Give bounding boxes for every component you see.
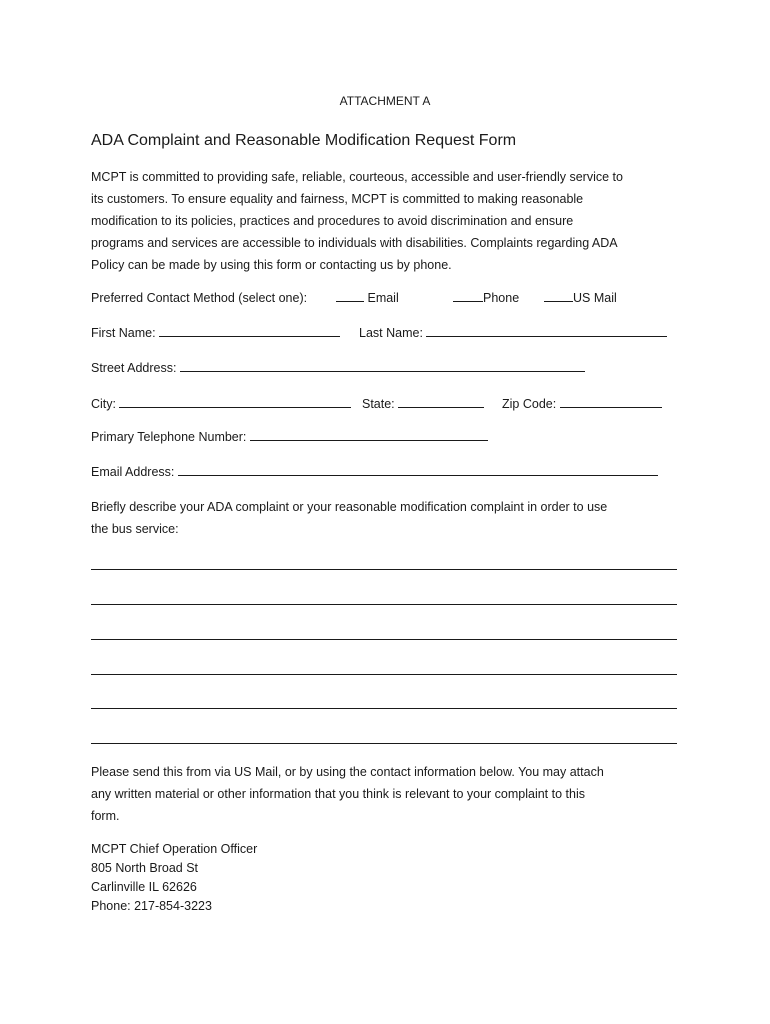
complaint-line[interactable] [91,569,677,570]
city-field [91,393,351,415]
phone-input[interactable] [250,426,488,441]
first-name-label: First Name: [91,326,156,340]
email-input[interactable] [178,461,658,476]
contact-name: MCPT Chief Operation Officer [91,842,258,856]
send-instructions [91,761,604,827]
email-check-blank[interactable] [336,287,364,302]
phone-label: Primary Telephone Number: [91,430,247,444]
send-line: Please send this from via US Mail, or by using the contact information below. You may attach [91,765,604,779]
street-label: Street Address: [91,361,177,375]
contact-option-email-label: Email [367,291,399,305]
contact-option-usmail-label: US Mail [573,291,617,305]
contact-option-phone[interactable] [453,287,519,309]
attachment-label: ATTACHMENT A [339,94,431,108]
email-field [91,461,658,483]
complaint-line[interactable] [91,743,677,744]
contact-city: Carlinville IL 62626 [91,880,197,894]
state-field [362,393,484,415]
state-label: State: [362,397,395,411]
street-input[interactable] [180,357,585,372]
send-line: any written material or other information that you think is relevant to your complaint to this [91,787,585,801]
contact-phone: Phone: 217-854-3223 [91,899,212,913]
intro-line: Policy can be made by using this form or contacting us by phone. [91,258,452,272]
contact-block [91,840,257,916]
zip-input[interactable] [560,393,662,408]
phone-field [91,426,488,448]
contact-option-email[interactable] [336,287,399,309]
city-input[interactable] [119,393,351,408]
describe-line: Briefly describe your ADA complaint or your reasonable modification complaint in order to use [91,500,608,514]
first-name-field [91,322,340,344]
last-name-label: Last Name: [359,326,423,340]
form-title: ADA Complaint and Reasonable Modification Request Form [91,132,517,149]
describe-prompt [91,496,607,540]
contact-method-label: Preferred Contact Method (select one): [91,291,308,305]
intro-line: its customers. To ensure equality and fairness, MCPT is committed to making reasonable [91,192,584,206]
intro-line: modification to its policies, practices and procedures to avoid discrimination and ensure [91,214,574,228]
first-name-input[interactable] [159,322,340,337]
state-input[interactable] [398,393,484,408]
contact-option-phone-label: Phone [483,291,520,305]
contact-option-usmail[interactable] [544,287,617,309]
last-name-input[interactable] [426,322,667,337]
zip-label: Zip Code: [502,397,557,411]
contact-street: 805 North Broad St [91,861,199,875]
complaint-line[interactable] [91,604,677,605]
zip-field [502,393,662,415]
intro-line: MCPT is committed to providing safe, reliable, courteous, accessible and user-friendly service to [91,170,623,184]
city-label: City: [91,397,116,411]
email-label: Email Address: [91,465,175,479]
complaint-line[interactable] [91,639,677,640]
send-line: form. [91,809,120,823]
last-name-field [359,322,667,344]
phone-check-blank[interactable] [453,287,483,302]
usmail-check-blank[interactable] [544,287,573,302]
describe-line: the bus service: [91,522,179,536]
street-field [91,357,585,379]
intro-paragraph [91,166,691,276]
intro-line: programs and services are accessible to individuals with disabilities. Complaints regarding ADA [91,236,618,250]
complaint-line[interactable] [91,674,677,675]
complaint-line[interactable] [91,708,677,709]
